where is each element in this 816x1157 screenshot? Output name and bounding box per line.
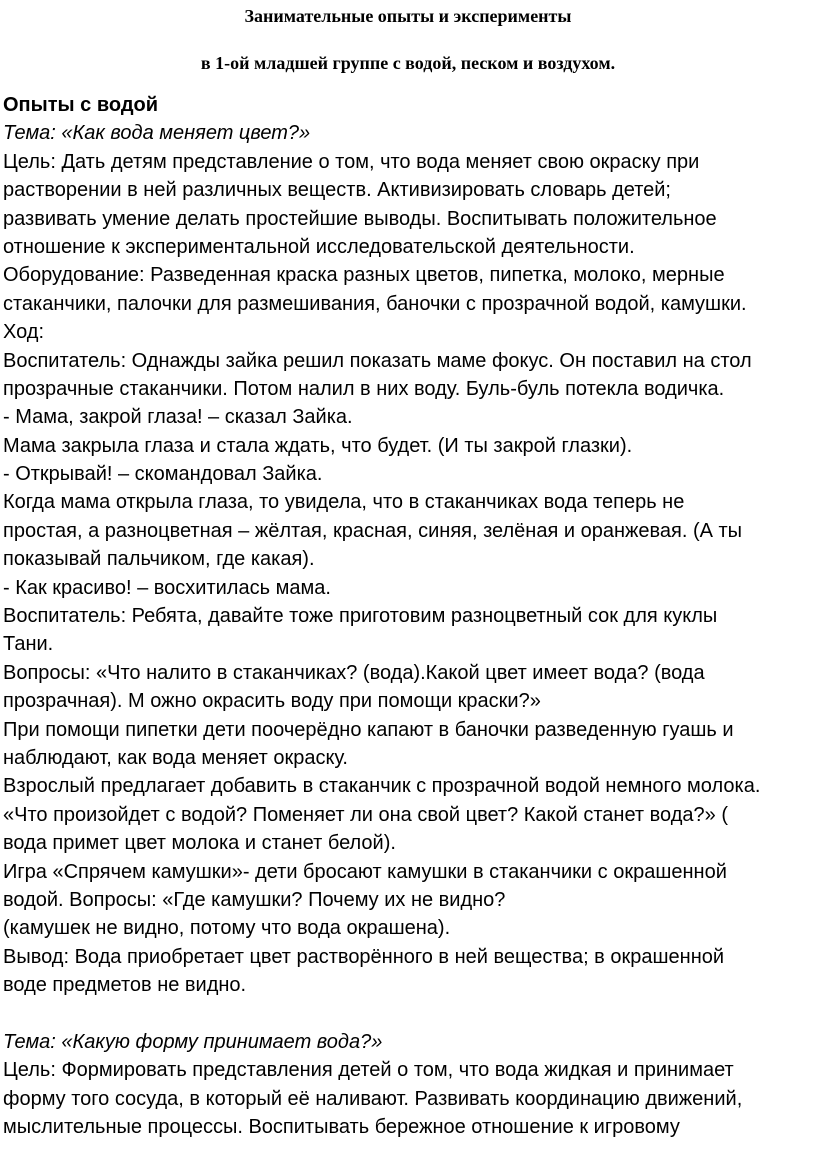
text-line: стаканчики, палочки для размешивания, баночки с прозрачной водой, камушки. <box>3 292 747 315</box>
text-line: - Мама, закрой глаза! – сказал Зайка. <box>3 406 353 429</box>
text-line: Воспитатель: Однажды зайка решил показать маме фокус. Он поставил на стол <box>3 349 752 372</box>
text-line: Взрослый предлагает добавить в стаканчик с прозрачной водой немного молока. <box>3 775 761 798</box>
text-line: показывай пальчиком, где какая). <box>3 548 315 571</box>
text-line: Цель: Формировать представления детей о том, что вода жидкая и принимает <box>3 1059 734 1082</box>
document-body <box>3 91 813 1141</box>
section2-paragraphs <box>3 1056 813 1141</box>
text-line: форму того сосуда, в который её наливают. Развивать координацию движений, <box>3 1087 743 1110</box>
text-line: Вывод: Вода приобретает цвет растворённого в ней вещества; в окрашенной <box>3 945 725 968</box>
text-line: прозрачная). М ожно окрасить воду при помощи краски?» <box>3 690 541 713</box>
text-line: прозрачные стаканчики. Потом налил в них воду. Буль-буль потекла водичка. <box>3 377 725 400</box>
text-line: водой. Вопросы: «Где камушки? Почему их не видно? <box>3 888 506 911</box>
text-line: растворении в ней различных веществ. Активизировать словарь детей; <box>3 179 671 202</box>
text-line: воде предметов не видно. <box>3 974 247 997</box>
text-line: «Что произойдет с водой? Поменяет ли она свой цвет? Какой станет вода?» ( <box>3 803 728 826</box>
text-line: Игра «Спрячем камушки»- дети бросают камушки в стаканчики с окрашенной <box>3 860 727 883</box>
text-line: Когда мама открыла глаза, то увидела, что в стаканчиках вода теперь не <box>3 491 685 514</box>
text-line: Оборудование: Разведенная краска разных цветов, пипетка, молоко, мерные <box>3 264 725 287</box>
section-heading-water: Опыты с водой <box>3 94 159 116</box>
text-line: Цель: Дать детям представление о том, что вода меняет свою окраску при <box>3 150 700 173</box>
text-line: мыслительные процессы. Воспитывать бережное отношение к игровому <box>3 1116 680 1139</box>
section1-paragraphs <box>3 148 813 1000</box>
text-line: вода примет цвет молока и станет белой). <box>3 832 396 855</box>
theme-water-shape: Тема: «Какую форму принимает вода?» <box>3 1030 383 1053</box>
blank-line <box>3 1000 813 1028</box>
theme-water-color: Тема: «Как вода меняет цвет?» <box>3 122 311 145</box>
text-line: простая, а разноцветная – жёлтая, красная, синяя, зелёная и оранжевая. (А ты <box>3 519 743 542</box>
text-line: развивать умение делать простейшие выводы. Воспитывать положительное <box>3 207 717 230</box>
text-line: Воспитатель: Ребята, давайте тоже приготовим разноцветный сок для куклы <box>3 605 718 628</box>
text-line: Тани. <box>3 633 54 656</box>
text-line: - Как красиво! – восхитилась мама. <box>3 576 331 599</box>
text-line: Вопросы: «Что налито в стаканчиках? (вода).Какой цвет имеет вода? (вода <box>3 661 705 684</box>
text-line: наблюдают, как вода меняет окраску. <box>3 746 348 769</box>
text-line: При помощи пипетки дети поочерёдно капают в баночки разведенную гуашь и <box>3 718 734 741</box>
text-line: - Открывай! – скомандовал Зайка. <box>3 463 323 486</box>
text-line: Ход: <box>3 321 45 344</box>
text-line: отношение к экспериментальной исследовательской деятельности. <box>3 235 635 258</box>
document-title: Занимательные опыты и эксперименты <box>244 6 572 26</box>
document-subtitle: в 1-ой младшей группе с водой, песком и воздухом. <box>200 53 616 73</box>
text-line: Мама закрыла глаза и стала ждать, что будет. (И ты закрой глазки). <box>3 434 633 457</box>
text-line: (камушек не видно, потому что вода окрашена). <box>3 917 451 940</box>
